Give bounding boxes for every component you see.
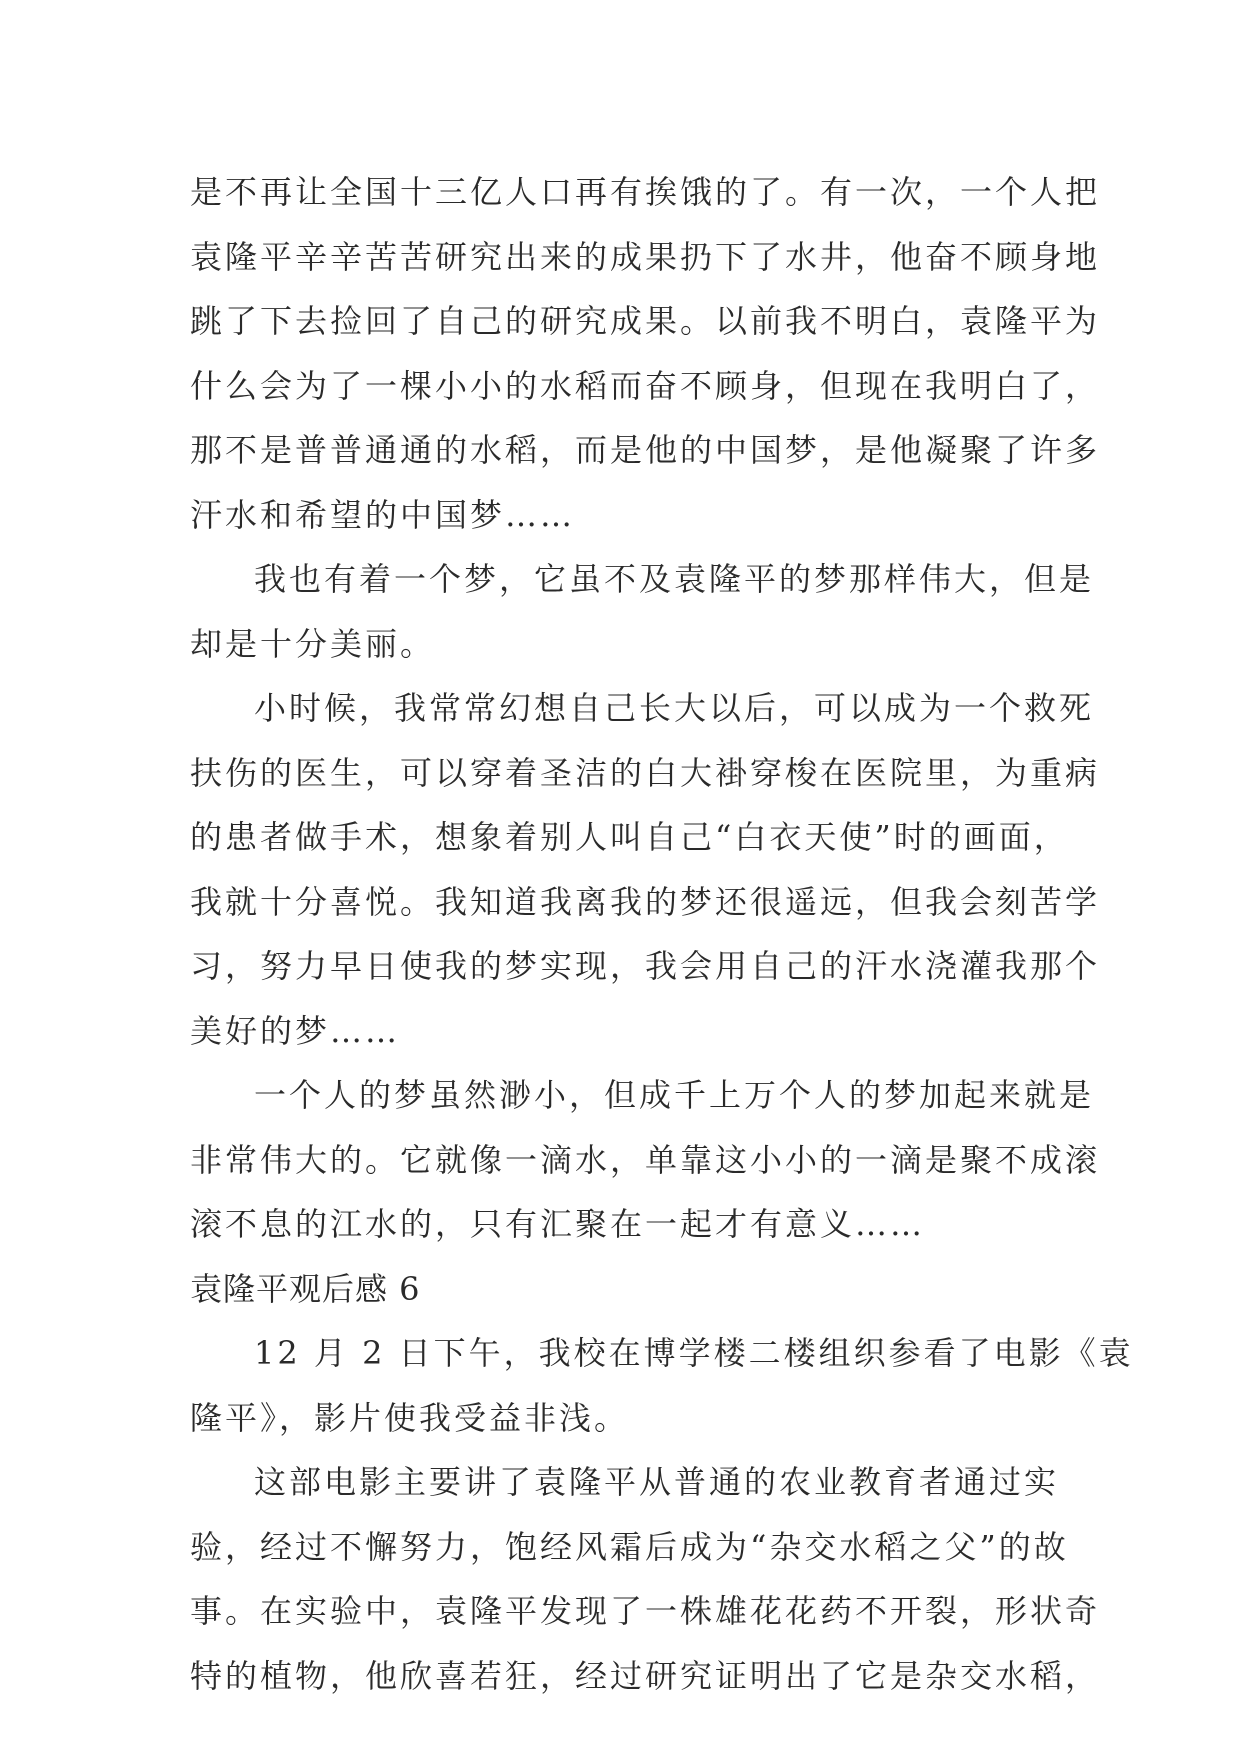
text-line: 非常伟大的。它就像一滴水，单靠这小小的一滴是聚不成滚: [190, 1140, 1101, 1179]
paragraph-first-line: 我也有着一个梦，它虽不及袁隆平的梦那样伟大，但是: [254, 560, 1095, 598]
text-line: 是不再让全国十三亿人口再有挨饿的了。有一次，一个人把: [190, 173, 1101, 211]
text-line: 习，努力早日使我的梦实现，我会用自己的汗水浇灌我那个: [190, 947, 1101, 985]
text-line: 跳了下去捡回了自己的研究成果。以前我不明白，袁隆平为: [190, 302, 1101, 340]
paragraph-first-line: 12 月 2 日下午，我校在博学楼二楼组织参看了电影《袁: [254, 1334, 1134, 1372]
paragraph-first-line: 这部电影主要讲了袁隆平从普通的农业教育者通过实: [254, 1463, 1060, 1501]
text-line: 那不是普普通通的水稻，而是他的中国梦，是他凝聚了许多: [190, 431, 1101, 469]
text-line: 我就十分喜悦。我知道我离我的梦还很遥远，但我会刻苦学: [190, 882, 1101, 921]
document-page: [190, 160, 1134, 1708]
text-line: 什么会为了一棵小小的水稻而奋不顾身，但现在我明白了，: [190, 366, 1101, 405]
text-line: 袁隆平辛辛苦苦研究出来的成果扔下了水井，他奋不顾身地: [190, 237, 1101, 276]
text-line: 却是十分美丽。: [190, 624, 436, 663]
text-line: 的患者做手术，想象着别人叫自己“白衣天使”时的画面，: [190, 818, 1069, 856]
paragraph-first-line: 一个人的梦虽然渺小，但成千上万个人的梦加起来就是: [254, 1076, 1095, 1114]
text-line: 扶伤的医生，可以穿着圣洁的白大褂穿梭在医院里，为重病: [190, 753, 1101, 792]
text-line: 事。在实验中，袁隆平发现了一株雄花花药不开裂，形状奇: [190, 1592, 1101, 1630]
text-line: 汗水和希望的中国梦……: [190, 495, 576, 534]
paragraph-first-line: 小时候，我常常幻想自己长大以后，可以成为一个救死: [254, 689, 1095, 727]
text-line: 美好的梦……: [190, 1011, 401, 1050]
section-heading: 袁隆平观后感 6: [190, 1269, 421, 1308]
text-line: 验，经过不懈努力，饱经风霜后成为“杂交水稻之父”的故: [190, 1527, 1069, 1566]
text-line: 隆平》，影片使我受益非浅。: [190, 1398, 630, 1437]
text-line: 特的植物，他欣喜若狂，经过研究证明出了它是杂交水稻，: [190, 1656, 1101, 1695]
text-line: 滚不息的江水的，只有汇聚在一起才有意义……: [190, 1205, 926, 1243]
